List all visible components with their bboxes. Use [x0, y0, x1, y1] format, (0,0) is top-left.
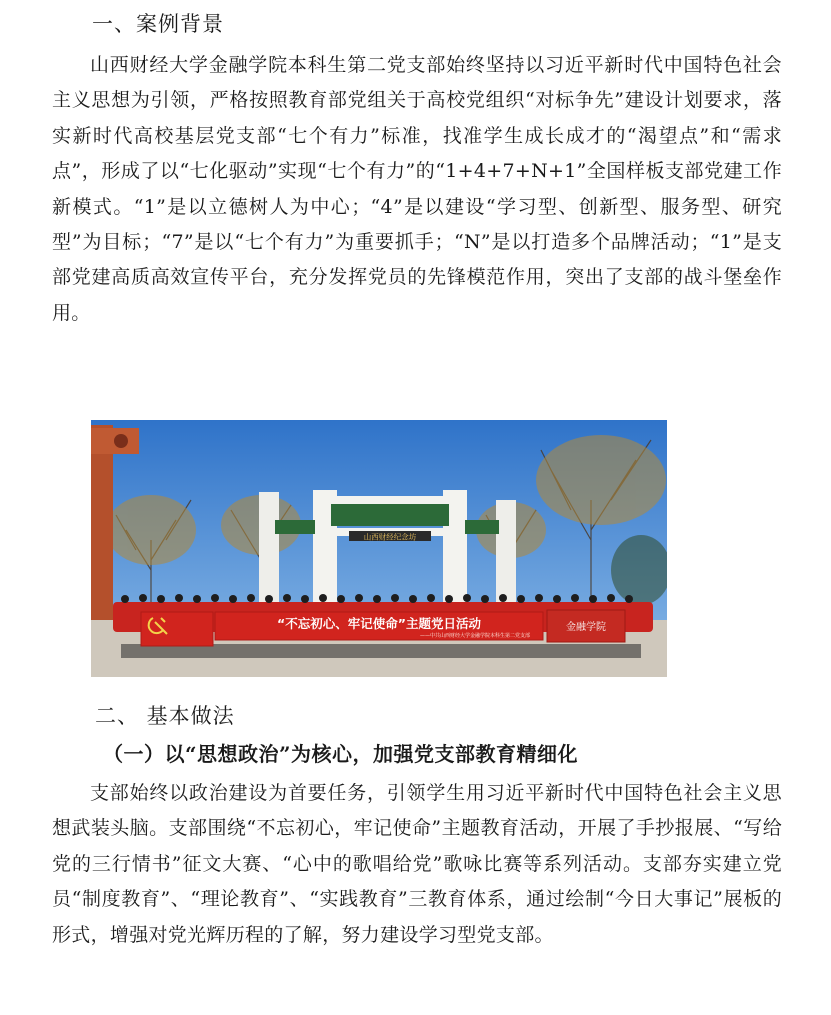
- banner-text: “不忘初心、牢记使命”主题党日活动: [277, 616, 481, 631]
- group-photo: [91, 420, 667, 677]
- background-paragraph: 山西财经大学金融学院本科生第二党支部始终坚持以习近平新时代中国特色社会主义思想为引领，严格按照教育部党组关于高校党组织“对标争先”建设计划要求，落实新时代高校基层党支部“七个有力”标准，找准学生成长成才的“渴望点”和“需求点”，形成了以“七化驱动”实现“七个有力”的“1+4+7+N+1”全国样板支部党建工作新模式。“1”是以立德树人为中心；“4”是以建设“学习型、创新型、服务型、研究型”为目标；“7”是以“七个有力”为重要抓手；“N”是以打造多个品牌活动；“1”是支部党建高质高效宣传平台，充分发挥党员的先锋模范作用，突出了支部的战斗堡垒作用。: [52, 54, 782, 324]
- banner-subtext: ——中共山西财经大学金融学院本科生第二党支部: [419, 633, 531, 639]
- right-banner-text: 金融学院: [566, 622, 606, 633]
- section-heading-background: 一、案例背景: [92, 12, 224, 36]
- practice-paragraph: 支部始终以政治建设为首要任务，引领学生用习近平新时代中国特色社会主义思想武装头脑。支部围绕“不忘初心，牢记使命”主题教育活动，开展了手抄报展、“写给党的三行情书”征文大赛、“心中的歌唱给党”歌咏比赛等系列活动。支部夯实建立党员“制度教育”、“理论教育”、“实践教育”三教育体系，通过绘制“今日大事记”展板的形式，增强对党光辉历程的了解，努力建设学习型党支部。: [52, 782, 782, 946]
- section-heading-practice: 二、 基本做法: [95, 704, 235, 728]
- gate-sign-text: 山西财经纪念坊: [363, 532, 417, 542]
- subsection-heading: （一）以“思想政治”为核心，加强党支部教育精细化: [103, 742, 579, 766]
